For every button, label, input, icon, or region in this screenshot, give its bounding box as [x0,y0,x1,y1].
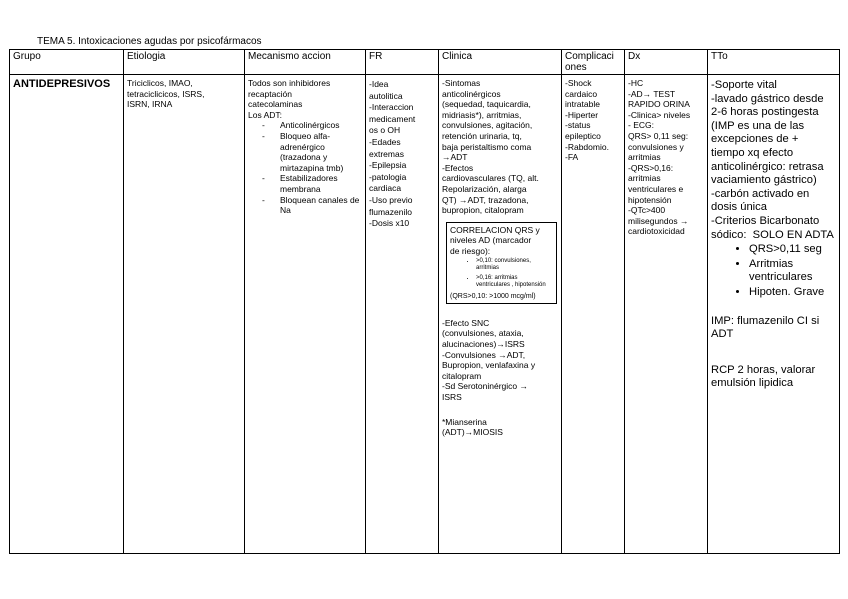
clinica-line: (convulsiones, ataxia, [442,328,524,339]
clinica-line: →ADT [442,152,468,163]
tto-line: (IMP es una de las [711,119,805,132]
fr-line: os o OH [369,125,401,136]
cell-mecanismo [245,75,366,554]
clinica-line: cardiovasculares (TQ, alt. [442,173,539,184]
fr-line: -Dosis x10 [369,218,410,229]
clinica-line: ISRS [442,392,462,403]
clinica-line: (sequedad, taquicardia, [442,99,531,110]
list-item: - Anticolinérgicos [258,120,362,131]
bicarbonato-criteria-list [711,243,836,299]
correlacion-title-line: de riesgo): [450,245,491,256]
complicacion-line: -Hiperter [565,109,599,120]
tto-line: -Soporte vital [711,79,777,91]
cell-dx [625,75,708,554]
dx-line: ventriculares e [628,183,684,194]
correlacion-footer: (QRS>0,10: >1000 mcg/ml) [450,292,536,300]
fr-line: flumazenilo [369,206,412,217]
complicacion-line: epileptico [565,130,601,141]
header-row [10,50,840,75]
dx-line: hipotensión [628,194,672,205]
list-item: • >0,10: convulsiones, arritmias [476,258,553,273]
tto-line: 2-6 horas postingesta [711,106,819,119]
list-item: • QRS>0,11 seg [749,243,836,257]
dx-line: - ECG: [628,120,654,131]
dx-line: QRS> 0,11 seg: [628,130,689,141]
complicacion-line: -status [565,120,591,131]
list-item: • Hipoten. Grave [749,286,836,300]
tto-line: -lavado gástrico desde [711,92,824,105]
cell-grupo [10,75,124,554]
clinica-line: -Sd Serotoninérgico → [442,381,528,392]
tto-rcp-line: emulsión lipidica [711,377,794,390]
dx-line: -AD→ TEST [628,88,676,99]
tto-rcp-line: RCP 2 horas, valorar [711,363,816,376]
dx-line: RAPIDO ORINA [628,99,690,110]
fr-line: extremas [369,148,404,159]
dx-line: -HC [628,78,644,88]
list-item: - Estabilizadores membrana [258,173,362,194]
list-item: - Bloquean canales de Na [258,195,362,216]
complicacion-line: -FA [565,152,579,163]
dx-line: convulsiones y [628,141,684,152]
clinica-line: citalopram [442,370,482,381]
fr-line: -Idea [369,79,389,89]
header-grupo: Grupo [10,50,124,75]
fr-line: medicament [369,113,416,124]
dx-line: -QTc>400 [628,205,666,216]
tto-imp-line: IMP: flumazenilo CI si [711,314,820,327]
clinica-line: anticolinérgicos [442,88,501,99]
header-etiologia: Etiologia [124,50,245,75]
fr-line: -Uso previo [369,194,413,205]
cell-clinica [439,75,562,554]
header-tto: TTo [708,50,840,75]
mecanismo-intro-line: catecolaminas [248,99,303,110]
header-fr: FR [366,50,439,75]
clinica-line: convulsiones, agitación, [442,120,533,131]
list-item: • Arritmias ventriculares [749,258,836,285]
tto-line: anticolinérgico: retrasa [711,160,824,173]
tto-line: tiempo xq efecto [711,146,794,159]
clinica-line: -Convulsiones →ADT, [442,349,526,360]
complicacion-line: cardaico [565,88,598,99]
correlacion-box [446,222,557,304]
mecanismo-list [248,120,362,215]
header-clinica: Clinica [439,50,562,75]
dx-line: -QRS>0,16: [628,162,674,173]
clinica-line: baja peristaltismo coma [442,141,532,152]
mecanismo-intro-line: Los ADT: [248,109,283,120]
tto-line: vaciamiento gástrico) [711,174,817,187]
clinica-line: -Efectos [442,162,474,173]
complicacion-line: -Rabdomio. [565,141,609,152]
mecanismo-intro-line: recaptación [248,88,292,99]
document-title: TEMA 5. Intoxicaciones agudas por psicofármacos [37,36,262,47]
tto-imp-line: ADT [711,328,734,341]
correlacion-title-line: CORRELACION QRS y [450,224,540,235]
header-dx: Dx [625,50,708,75]
cell-fr [366,75,439,554]
etiologia-line: Triciclicos, IMAO, [127,78,193,88]
fr-line: autolitica [369,90,403,101]
fr-line: -Interaccion [369,102,414,113]
clinica-line: Bupropion, venlafaxina y [442,360,536,371]
clinica-line: -Efecto SNC [442,317,490,328]
clinica-line: QT) →ADT, trazadona, [442,194,529,205]
mecanismo-intro-line: Todos son inhibidores [248,78,331,88]
dx-line: arritmias [628,152,661,163]
fr-line: cardiaca [369,183,402,194]
dx-line: arritmias [628,173,661,184]
etiologia-line: tetraciclicicos, ISRS, [127,88,205,99]
fr-line: -Epilepsia [369,160,407,171]
clinica-line: alucinaciones)→ISRS [442,339,525,350]
cell-etiologia [124,75,245,554]
list-item: - Bloqueo alfa-adrenérgico (trazadona y mirtazapina tmb) [258,131,362,173]
complicacion-line: -Shock [565,78,592,88]
cell-tto [708,75,840,554]
tto-line: sódico: SOLO EN ADTA [711,228,834,241]
grupo-label: ANTIDEPRESIVOS [13,78,111,90]
table-row [10,75,840,554]
tto-line: -Criterios Bicarbonato [711,214,820,227]
clinica-note-line: *Mianserina [442,416,487,427]
etiologia-line: ISRN, IRNA [127,99,173,110]
clinica-line: midriasis*), arritmias, [442,109,522,120]
header-complicaciones: Complicaci ones [562,50,625,75]
clinica-line: Repolarización, alarga [442,183,527,194]
tto-line: dosis única [711,201,767,214]
clinica-line: bupropion, citalopram [442,205,524,216]
intoxication-table [9,49,840,554]
tto-line: -carbón activado en [711,187,810,200]
list-item: • >0,16: arritmias ventriculares , hipotensión [476,275,553,290]
clinica-note-line: (ADT)→MIOSIS [442,427,503,438]
tto-line: excepciones de + [711,133,799,146]
header-mecanismo: Mecanismo accion [245,50,366,75]
dx-line: milisegundos → [628,215,689,226]
fr-line: -patologia [369,171,407,182]
dx-line: -Clinica> niveles [628,109,691,120]
complicacion-line: intratable [565,99,600,110]
correlacion-list [450,258,553,290]
clinica-line: -Sintomas [442,78,481,88]
correlacion-title-line: niveles AD (marcador [450,235,532,246]
cell-complicaciones [562,75,625,554]
dx-line: cardiotoxicidad [628,226,685,237]
clinica-line: retención urinaria, tq, [442,130,522,141]
fr-line: -Edades [369,136,401,147]
